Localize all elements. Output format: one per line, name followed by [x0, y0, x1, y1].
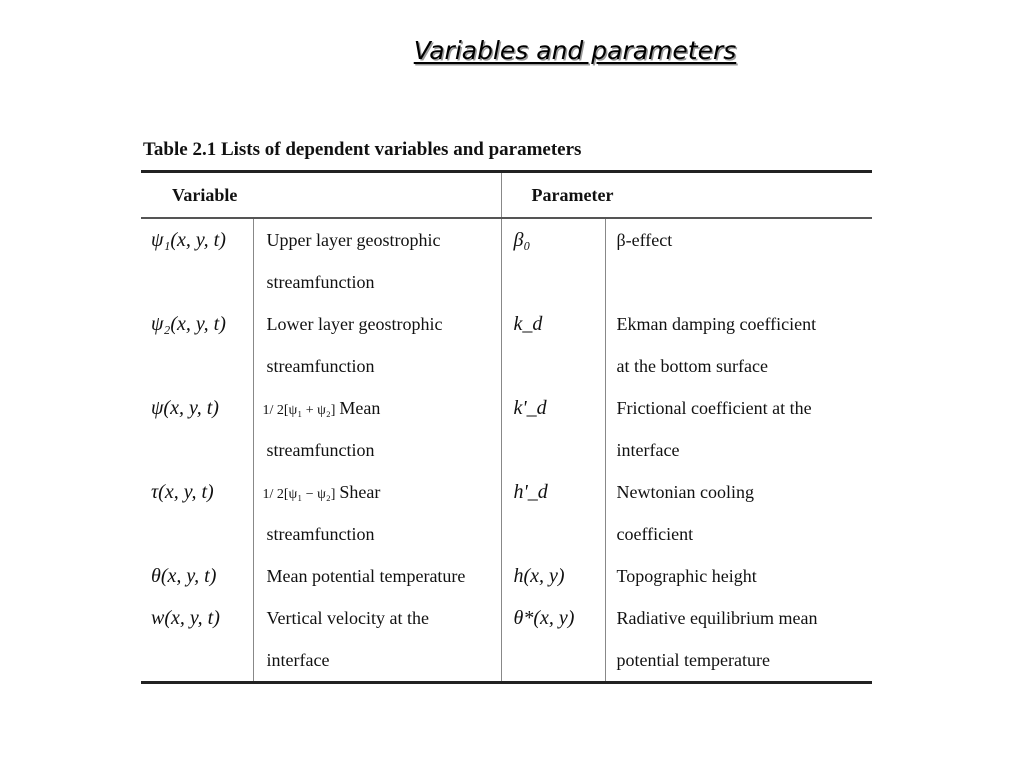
variables-table [141, 170, 872, 684]
variable-description-cell [253, 218, 501, 261]
variable-description: interface [266, 649, 330, 670]
table-row [141, 218, 872, 261]
variable-symbol: θ(x, y, t) [151, 564, 217, 587]
parameter-description: β-effect [605, 218, 872, 261]
parameter-description: potential temperature [605, 639, 872, 683]
variable-formula: 1/ 2[ψ₁ − ψ₂] [262, 486, 336, 502]
parameter-symbol: h'_d [501, 471, 605, 513]
table-row [141, 597, 872, 639]
variable-description-cell [253, 345, 501, 387]
variable-description-cell [253, 303, 501, 345]
parameter-description: Topographic height [605, 555, 872, 597]
parameter-description: coefficient [605, 513, 872, 555]
table-body [141, 218, 872, 683]
parameter-description [605, 261, 872, 303]
table-row [141, 303, 872, 345]
table-row [141, 387, 872, 429]
parameter-description: Frictional coefficient at the [605, 387, 872, 429]
parameter-symbol [501, 429, 605, 471]
variable-description: Mean potential temperature [266, 565, 466, 586]
variable-description-cell [253, 429, 501, 471]
variable-symbol: ψ(x, y, t) [151, 396, 219, 419]
parameter-symbol [501, 261, 605, 303]
variable-description: streamfunction [266, 523, 375, 544]
variable-symbol [141, 345, 253, 387]
variable-description: Vertical velocity at the [266, 607, 429, 628]
parameter-symbol [501, 513, 605, 555]
table-row [141, 513, 872, 555]
table-row [141, 261, 872, 303]
parameter-description: Radiative equilibrium mean [605, 597, 872, 639]
variable-symbol: τ(x, y, t) [151, 480, 214, 503]
variable-description: Shear [339, 481, 381, 502]
variable-description: Upper layer geostrophic [266, 229, 441, 250]
variable-formula: 1/ 2[ψ₁ + ψ₂] [262, 402, 336, 418]
variable-description: streamfunction [266, 355, 375, 376]
slide-title: Variables and parameters [413, 36, 737, 65]
table-header-row [141, 172, 872, 219]
parameter-column-header: Parameter [501, 172, 872, 219]
variable-description-cell [253, 261, 501, 303]
variable-description-cell [253, 555, 501, 597]
variable-symbol [141, 639, 253, 683]
parameter-description: at the bottom surface [605, 345, 872, 387]
parameter-description: Newtonian cooling [605, 471, 872, 513]
table-row [141, 639, 872, 683]
variable-description-cell [253, 387, 501, 429]
parameter-symbol [501, 345, 605, 387]
parameter-symbol: h(x, y) [501, 555, 605, 597]
table-row [141, 345, 872, 387]
parameter-symbol: k_d [501, 303, 605, 345]
parameter-symbol: k'_d [501, 387, 605, 429]
variable-symbol [141, 513, 253, 555]
table-caption: Table 2.1 Lists of dependent variables and parameters [143, 139, 582, 160]
parameter-description: interface [605, 429, 872, 471]
variable-symbol [141, 429, 253, 471]
table-row [141, 429, 872, 471]
table-row [141, 471, 872, 513]
parameter-description: Ekman damping coefficient [605, 303, 872, 345]
parameter-symbol [501, 639, 605, 683]
parameter-symbol: θ*(x, y) [501, 597, 605, 639]
variable-symbol: ψ₂(x, y, t) [151, 312, 226, 335]
variable-description-cell [253, 471, 501, 513]
variable-description-cell [253, 513, 501, 555]
variable-description: Mean [339, 397, 381, 418]
parameter-symbol: β₀ [501, 218, 605, 261]
variable-description-cell [253, 639, 501, 683]
table-row [141, 555, 872, 597]
variable-description: Lower layer geostrophic [266, 313, 443, 334]
variable-description: streamfunction [266, 271, 375, 292]
variable-description-cell [253, 597, 501, 639]
variable-symbol: ψ₁(x, y, t) [151, 228, 226, 251]
variable-description: streamfunction [266, 439, 375, 460]
variable-symbol [141, 261, 253, 303]
variable-column-header: Variable [141, 172, 501, 219]
variable-symbol: w(x, y, t) [151, 606, 220, 629]
